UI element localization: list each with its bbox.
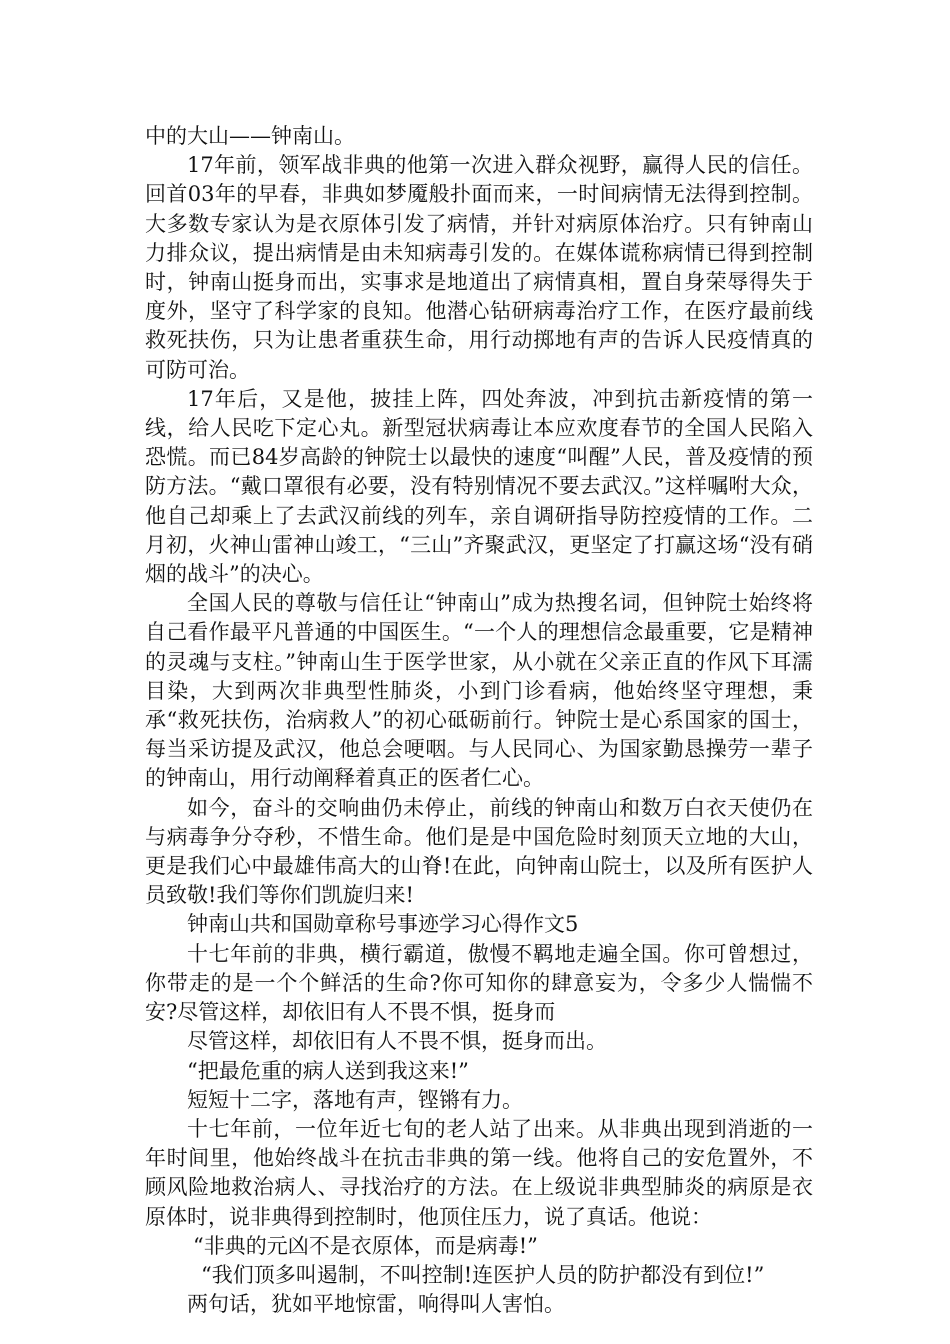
- paragraph-covid-2020: 17年后，又是他，披挂上阵，四处奔波，冲到抗击新疫情的第一线，给人民吃下定心丸。新型冠状病毒让本应欢度春节的全国人民陷入恐慌。而已84岁高龄的钟院士以最快的速度“叫醒”人民，普及疫情的预防方法。“戴口罩很有必要，没有特别情况不要去武汉。”这样嘱咐大众，他自己却乘上了去武汉前线的列车，亲自调研指导防控疫情的工作。二月初，火神山雷神山竣工，“三山”齐聚武汉，更坚定了打赢这场“没有硝烟的战斗”的决心。: [145, 386, 813, 587]
- paragraph-stepped-forward: 尽管这样，却依旧有人不畏不惧，挺身而出。: [187, 1029, 607, 1054]
- paragraph-continuation: 中的大山——钟南山。: [145, 124, 355, 148]
- quote-contain-not-control: “我们顶多叫遏制，不叫控制!连医护人员的防护都没有到位!”: [201, 1262, 765, 1287]
- paragraph-twelve-words: 短短十二字，落地有声，铿锵有力。: [187, 1087, 523, 1112]
- paragraph-conclusion: 如今，奋斗的交响曲仍未停止，前线的钟南山和数万白衣天使仍在与病毒争分夺秒，不惜生命。他们是是中国危险时刻顶天立地的大山，更是我们心中最雄伟高大的山脊!在此，向钟南山院士，以及所有医护人员致敬!我们等你们凯旋归来!: [145, 795, 813, 908]
- quote-send-patients: “把最危重的病人送到我这来!”: [187, 1058, 469, 1083]
- paragraph-sars-intro: 十七年前的非典，横行霸道，傲慢不羁地走遍全国。你可曾想过，你带走的是一个个鲜活的生命?你可知你的肆意妄为，令多少人惴惴不安?尽管这样，却依旧有人不畏不惧，挺身而: [145, 941, 813, 1025]
- document-body: [145, 122, 813, 1319]
- paragraph-old-man: 十七年前，一位年近七旬的老人站了出来。从非典出现到消逝的一年时间里，他始终战斗在抗击非典的第一线。他将自己的安危置外，不顾风险地救治病人、寻找治疗的方法。在上级说非典型肺炎的病原是衣原体时，说非典得到控制时，他顶住压力，说了真话。他说：: [145, 1116, 813, 1229]
- paragraph-thunder: 两句话，犹如平地惊雷，响得叫人害怕。: [187, 1292, 565, 1317]
- quote-virus-not-chlamydia: “非典的元凶不是衣原体，而是病毒!”: [193, 1233, 538, 1258]
- paragraph-respect-trust: 全国人民的尊敬与信任让“钟南山”成为热搜名词，但钟院士始终将自己看作最平凡普通的中国医生。“一个人的理想信念最重要，它是精神的灵魂与支柱。”钟南山生于医学世家，从小就在父亲正直的作风下耳濡目染，大到两次非典型性肺炎，小到门诊看病，他始终坚守理想，秉承“救死扶伤，治病救人”的初心砥砺前行。钟院士是心系国家的国士，每当采访提及武汉，他总会哽咽。与人民同心、为国家勤恳操劳一辈子的钟南山，用行动阐释着真正的医者仁心。: [145, 591, 813, 791]
- paragraph-sars-2003: 17年前，领军战非典的他第一次进入群众视野，赢得人民的信任。回首03年的早春，非典如梦魇般扑面而来，一时间病情无法得到控制。大多数专家认为是衣原体引发了病情，并针对病原体治疗。只有钟南山力排众议，提出病情是由未知病毒引发的。在媒体谎称病情已得到控制时，钟南山挺身而出，实事求是地道出了病情真相，置自身荣辱得失于度外，坚守了科学家的良知。他潜心钻研病毒治疗工作，在医疗最前线救死扶伤，只为让患者重获生命，用行动掷地有声的告诉人民疫情真的可防可治。: [145, 153, 813, 382]
- essay-heading: 钟南山共和国勋章称号事迹学习心得作文5: [187, 912, 579, 937]
